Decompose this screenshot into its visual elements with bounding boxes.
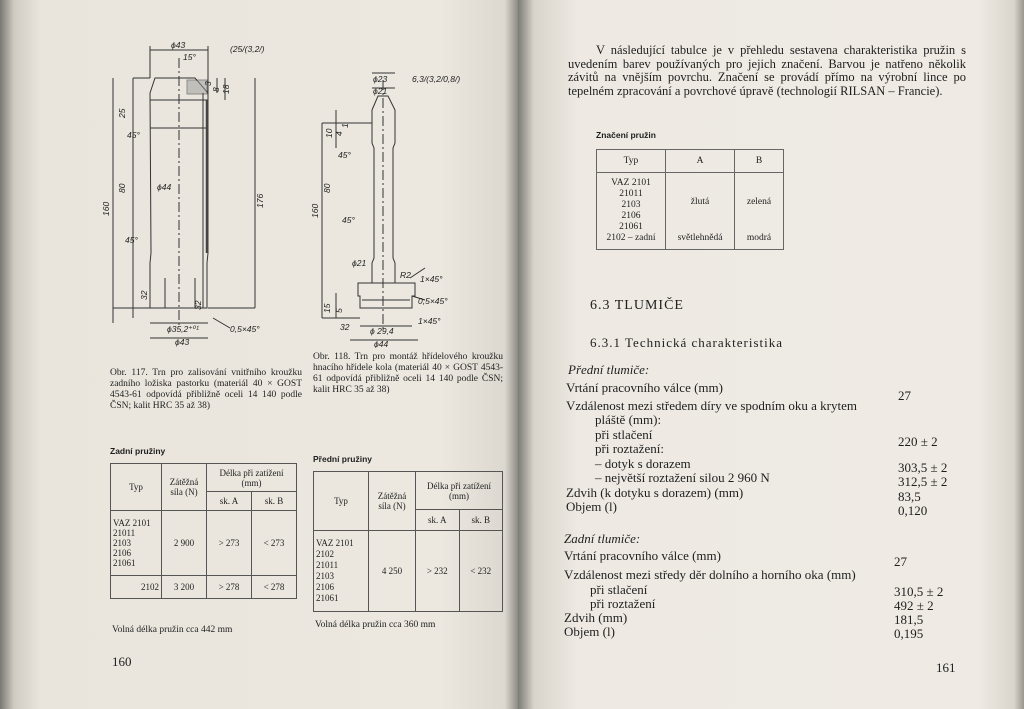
table-row [111, 511, 297, 576]
fig118-ang-45b: 45° [342, 215, 355, 225]
fig118-len-15: 15 [322, 303, 332, 313]
fig118-d294: ϕ 29,4 [370, 326, 394, 336]
front-spec-label: Vrtání pracovního válce (mm) [566, 380, 723, 395]
rear-col-typ: Typ [111, 464, 162, 511]
marking-col-a: A [666, 150, 735, 173]
fig118-roughness: 6,3/(3,2/0,8/) [412, 74, 461, 84]
fig118-ang-45a: 45° [338, 150, 351, 160]
intro-paragraph: V následující tabulce je v přehledu sestavena charakteristika pružin s uvedením barev používaných pro jejich značení. Barvou je natřeno několik závitů na vnějším povrchu. Značení se provádí přímo na výrobní lince po tepelném zpracování a povrchové úpravě (technologií RILSAN – Francie). [568, 43, 966, 98]
rear-row2-load: 3 200 [162, 576, 207, 599]
marking-col-typ: Typ [597, 150, 666, 173]
front-col-skb: sk. B [459, 510, 503, 531]
fig117-d43-top: ϕ43 [171, 40, 186, 50]
section-heading: 6.3 TLUMIČE [590, 298, 684, 313]
rear-col-length: Délka při zatížení (mm) [207, 464, 297, 492]
fig118-r2: R2 [400, 270, 411, 280]
figure-118-drawing [300, 68, 470, 348]
right-page [518, 0, 1024, 709]
rear-row1-load: 2 900 [162, 511, 207, 576]
front-spec-label: – největší roztažení silou 2 960 N [595, 470, 770, 485]
subsection-heading: 6.3.1 Technická charakteristika [590, 335, 784, 350]
rear-row2-typ: 2102 [111, 576, 162, 599]
marking-a-cell [666, 173, 735, 250]
front-spec-label: při stlačení [595, 427, 653, 442]
fig117-d352: ϕ35,2⁺⁰¹ [167, 324, 199, 334]
rear-row2-a: > 278 [207, 576, 252, 599]
marking-b-1: zelená [746, 197, 772, 207]
marking-b-2: modrá [746, 233, 772, 243]
fig117-d43-bot: ϕ43 [175, 337, 190, 347]
fig118-len-160: 160 [310, 203, 320, 218]
marking-table-title: Značení pružin [596, 130, 656, 140]
rear-spec-value: 492 ± 2 [894, 598, 934, 613]
fig117-len-8: 8 [211, 87, 221, 92]
front-spec-label: při roztažení: [595, 441, 664, 456]
fig118-d21-top: ϕ21 [373, 86, 388, 96]
front-col-length: Délka při zatížení (mm) [416, 472, 503, 510]
rear-row1-a: > 273 [207, 511, 252, 576]
fig118-len-80: 80 [322, 183, 332, 193]
marking-typ-cell: VAZ 2101 21011 2103 2106 21061 2102 – zadní [597, 173, 666, 250]
front-spec-value: 83,5 [898, 489, 921, 504]
rear-row1-b: < 273 [252, 511, 297, 576]
front-springs-title: Přední pružiny [313, 454, 373, 464]
front-spec-value: 303,5 ± 2 [898, 460, 948, 475]
rear-springs-title: Zadní pružiny [110, 446, 166, 456]
rear-springs-footer: Volná délka pružin cca 442 mm [112, 625, 233, 635]
table-row [597, 173, 784, 250]
page-number-right: 161 [936, 660, 956, 675]
front-spec-label: Vzdálenost mezi středem díry ve spodním oku a krytem [566, 398, 857, 413]
rear-spec-value: 310,5 ± 2 [894, 584, 944, 599]
rear-spec-label: Objem (l) [564, 624, 615, 639]
fig118-len-5: 5 [334, 308, 344, 313]
front-spec-value: 27 [898, 388, 911, 403]
rear-spec-label: Zdvih (mm) [564, 610, 628, 625]
table-row [314, 531, 503, 612]
rear-col-ska: sk. A [207, 492, 252, 511]
fig118-d44: ϕ44 [374, 339, 389, 348]
fig118-ch2: 0,5×45° [418, 296, 448, 306]
front-spec-label: Objem (l) [566, 499, 617, 514]
front-spec-value: 0,120 [898, 503, 928, 518]
fig118-d23: ϕ23 [373, 74, 388, 84]
front-col-ska: sk. A [416, 510, 460, 531]
page-number-left: 160 [112, 654, 132, 669]
front-col-typ: Typ [314, 472, 369, 531]
marking-table [596, 149, 784, 250]
front-springs-footer: Volná délka pružin cca 360 mm [315, 620, 436, 630]
rear-spec-value: 27 [894, 554, 907, 569]
rear-col-load: Zátěžná síla (N) [162, 464, 207, 511]
front-spec-label: – dotyk s dorazem [595, 456, 691, 471]
front-shocks-heading: Přední tlumiče: [568, 362, 650, 377]
rear-spec-label: při roztažení [590, 596, 656, 611]
table-row [111, 576, 297, 599]
figure-117-caption: Obr. 117. Trn pro zalisování vnitřního kroužku zadního ložiska pastorku (materiál 40 × GOST 4543-61 odpovídá přibližně oceli 14 140 podle ČSN; kalit HRC 35 až 38) [110, 368, 302, 411]
fig117-len-3: 3 [203, 81, 213, 86]
figure-118-caption: Obr. 118. Trn pro montáž hřídelového kroužku hnacího hřídele kola (materiál 40 × GOST 4543-61 odpovídá přibližně oceli 14 140 podle ČSN; kalit HRC 35 až 38) [313, 352, 503, 395]
fig117-chamfer-top: 15° [183, 52, 196, 62]
marking-a-1: žlutá [690, 197, 710, 207]
fig117-d44: ϕ44 [157, 182, 172, 192]
fig117-len-176: 176 [255, 193, 265, 208]
rear-spec-label: při stlačení [590, 582, 648, 597]
fig117-ang-45a: 45° [127, 130, 140, 140]
front-col-load: Zátěžná síla (N) [369, 472, 416, 531]
fig117-roughness: (25/(3,2/) [230, 44, 265, 54]
front-row1-load: 4 250 [369, 531, 416, 612]
fig117-len-32a: 32 [139, 290, 149, 300]
fig117-len-80: 80 [117, 183, 127, 193]
fig118-d21-mid: ϕ21 [352, 258, 367, 268]
front-spec-value: 312,5 ± 2 [898, 474, 948, 489]
fig118-len-10: 10 [324, 128, 334, 138]
front-springs-table [313, 471, 503, 612]
figure-117-drawing [95, 38, 275, 348]
fig118-len-32: 32 [340, 322, 350, 332]
front-row1-typ: VAZ 2101 2102 21011 2103 2106 21061 [314, 531, 369, 612]
front-spec-value: 220 ± 2 [898, 434, 938, 449]
front-row1-a: > 232 [416, 531, 460, 612]
marking-a-2: světlehnědá [677, 233, 723, 243]
front-row1-b: < 232 [459, 531, 503, 612]
front-spec-label: pláště (mm): [595, 412, 662, 427]
front-spec-label: Zdvih (k dotyku s dorazem) (mm) [566, 485, 744, 500]
rear-col-skb: sk. B [252, 492, 297, 511]
rear-springs-table [110, 463, 297, 599]
fig117-ang-45b: 45° [125, 235, 138, 245]
fig118-ch3: 1×45° [418, 316, 441, 326]
rear-spec-label: Vzdálenost mezi středy děr dolního a horního oka (mm) [564, 567, 856, 582]
rear-shocks-heading: Zadní tlumiče: [564, 531, 641, 546]
rear-spec-value: 0,195 [894, 626, 924, 641]
rear-spec-value: 181,5 [894, 612, 924, 627]
marking-col-b: B [735, 150, 784, 173]
fig118-ch1: 1×45° [420, 274, 443, 284]
rear-row1-typ: VAZ 2101 21011 2103 2106 21061 [111, 511, 162, 576]
fig118-len-4: 4 [334, 131, 344, 136]
fig117-len-18: 18 [221, 84, 231, 94]
rear-row2-b: < 278 [252, 576, 297, 599]
marking-b-cell [735, 173, 784, 250]
fig117-chamfer: 0,5×45° [230, 324, 260, 334]
fig118-len-1: 1 [340, 123, 350, 128]
fig117-len-160: 160 [101, 201, 111, 216]
fig117-len-25: 25 [117, 108, 127, 118]
fig117-len-32b: 32 [193, 300, 203, 310]
rear-spec-label: Vrtání pracovního válce (mm) [564, 548, 721, 563]
